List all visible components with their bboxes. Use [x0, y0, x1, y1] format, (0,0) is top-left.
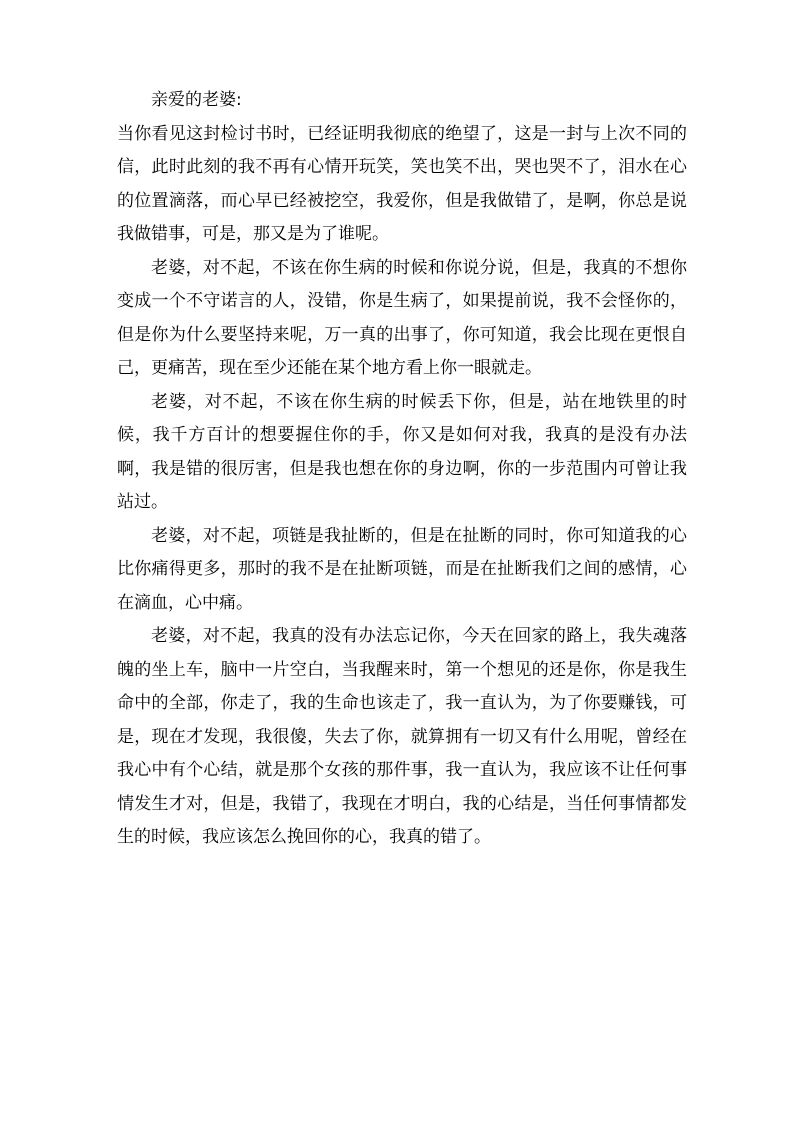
letter-paragraph-1: 当你看见这封检讨书时，已经证明我彻底的绝望了，这是一封与上次不同的信，此时此刻的我不再有心情开玩笑，笑也笑不出，哭也哭不了，泪水在心的位置滴落，而心早已经被挖空，我爱你，但是我做错了，是啊，你总是说我做错事，可是，那又是为了谁呢。	[117, 123, 687, 244]
letter-paragraph-5: 老婆，对不起，我真的没有办法忘记你，今天在回家的路上，我失魂落魄的坐上车，脑中一片空白，当我醒来时，第一个想见的还是你，你是我生命中的全部，你走了，我的生命也该走了，我一直认为，为了你要赚钱，可是，现在才发现，我很傻，失去了你，就算拥有一切又有什么用呢，曾经在我心中有个心结，就是那个女孩的那件事，我一直认为，我应该不让任何事情发生才对，但是，我错了，我现在才明白，我的心结是，当任何事情都发生的时候，我应该怎么挽回你的心，我真的错了。	[117, 626, 687, 847]
letter-paragraph-4: 老婆，对不起，项链是我扯断的，但是在扯断的同时，你可知道我的心比你痛得更多，那时的我不是在扯断项链，而是在扯断我们之间的感情，心在滴血，心中痛。	[117, 525, 687, 613]
letter-paragraph-2: 老婆，对不起，不该在你生病的时候和你说分说，但是，我真的不想你变成一个不守诺言的人，没错，你是生病了，如果提前说，我不会怪你的，但是你为什么要坚持来呢，万一真的出事了，你可知道，我会比现在更恨自己，更痛苦，现在至少还能在某个地方看上你一眼就走。	[117, 257, 687, 378]
letter-greeting: 亲爱的老婆:	[151, 90, 242, 110]
letter-paragraph-3: 老婆，对不起，不该在你生病的时候丢下你，但是，站在地铁里的时候，我千方百计的想要握住你的手，你又是如何对我，我真的是没有办法啊，我是错的很厉害，但是我也想在你的身边啊，你的一步范围内可曾让我站过。	[117, 391, 687, 512]
letter-page	[117, 84, 687, 855]
